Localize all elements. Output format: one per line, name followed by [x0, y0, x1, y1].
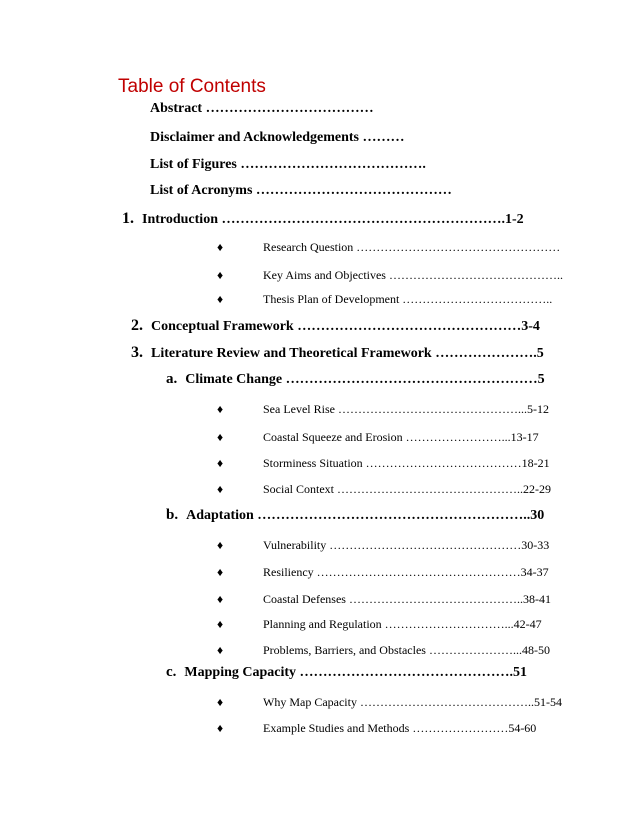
- bullet-label: Problems, Barriers, and Obstacles …………………...48-50: [263, 643, 550, 657]
- diamond-bullet-icon: ♦: [217, 292, 224, 306]
- diamond-bullet-icon: ♦: [217, 268, 224, 282]
- diamond-bullet-icon: ♦: [217, 482, 224, 496]
- page-title: Table of Contents: [118, 76, 266, 97]
- bullet-label: Planning and Regulation …………………………...42-47: [263, 617, 542, 631]
- bullet-label: Coastal Defenses ……………………………………..38-41: [263, 592, 551, 606]
- diamond-bullet-icon: ♦: [217, 565, 224, 579]
- toc-section-conceptual-framework[interactable]: [131, 317, 540, 335]
- section-number: 2.: [131, 317, 143, 334]
- toc-subsection-climate-change[interactable]: [166, 371, 545, 388]
- diamond-bullet-icon: ♦: [217, 538, 224, 552]
- toc-section-introduction[interactable]: [122, 210, 524, 228]
- bullet-label: Example Studies and Methods ……………………54-60: [263, 721, 537, 735]
- section-label: Literature Review and Theoretical Framework ………………….5: [151, 346, 544, 361]
- section-label: Conceptual Framework …………………………………………3-4: [151, 319, 540, 334]
- subsection-label: Mapping Capacity ……………………………………….51: [184, 665, 528, 680]
- diamond-bullet-icon: ♦: [217, 402, 224, 416]
- toc-entry-list-of-figures[interactable]: List of Figures ………………………………….: [150, 157, 426, 172]
- subsection-label: Adaptation …………………………………………………..30: [186, 508, 545, 523]
- toc-subsection-adaptation[interactable]: [166, 507, 544, 524]
- subsection-label: Climate Change ………………………………………………5: [185, 372, 545, 387]
- bullet-label: Sea Level Rise ………………………………………...5-12: [263, 402, 549, 416]
- section-number: 3.: [131, 344, 143, 361]
- subsection-letter: b.: [166, 507, 179, 523]
- bullet-label: Thesis Plan of Development ………………………………..: [263, 292, 553, 306]
- bullet-label: Storminess Situation …………………………………18-21: [263, 456, 550, 470]
- toc-section-literature-review[interactable]: [131, 344, 544, 362]
- bullet-label: Social Context ………………………………………..22-29: [263, 482, 551, 496]
- subsection-letter: a.: [166, 371, 178, 387]
- toc-entry-abstract[interactable]: Abstract ………………………………: [150, 101, 374, 116]
- bullet-label: Coastal Squeeze and Erosion ……………………...13-17: [263, 430, 539, 444]
- diamond-bullet-icon: ♦: [217, 643, 224, 657]
- toc-subsection-mapping-capacity[interactable]: [166, 664, 527, 681]
- bullet-label: Research Question ……………………………………………: [263, 240, 561, 254]
- bullet-label: Resiliency ……………………………………………34-37: [263, 565, 549, 579]
- toc-entry-list-of-acronyms[interactable]: List of Acronyms ……………………………………: [150, 183, 452, 198]
- bullet-label: Vulnerability …………………………………………30-33: [263, 538, 550, 552]
- subsection-letter: c.: [166, 664, 177, 680]
- diamond-bullet-icon: ♦: [217, 592, 224, 606]
- bullet-label: Why Map Capacity ……………………………………..51-54: [263, 695, 562, 709]
- section-label: Introduction …………………………………………………….1-2: [142, 212, 524, 227]
- diamond-bullet-icon: ♦: [217, 695, 224, 709]
- diamond-bullet-icon: ♦: [217, 240, 224, 254]
- bullet-label: Key Aims and Objectives ……………………………………..: [263, 268, 563, 282]
- diamond-bullet-icon: ♦: [217, 456, 224, 470]
- toc-entry-disclaimer[interactable]: Disclaimer and Acknowledgements ………: [150, 130, 405, 145]
- diamond-bullet-icon: ♦: [217, 617, 224, 631]
- diamond-bullet-icon: ♦: [217, 430, 224, 444]
- diamond-bullet-icon: ♦: [217, 721, 224, 735]
- section-number: 1.: [122, 210, 134, 227]
